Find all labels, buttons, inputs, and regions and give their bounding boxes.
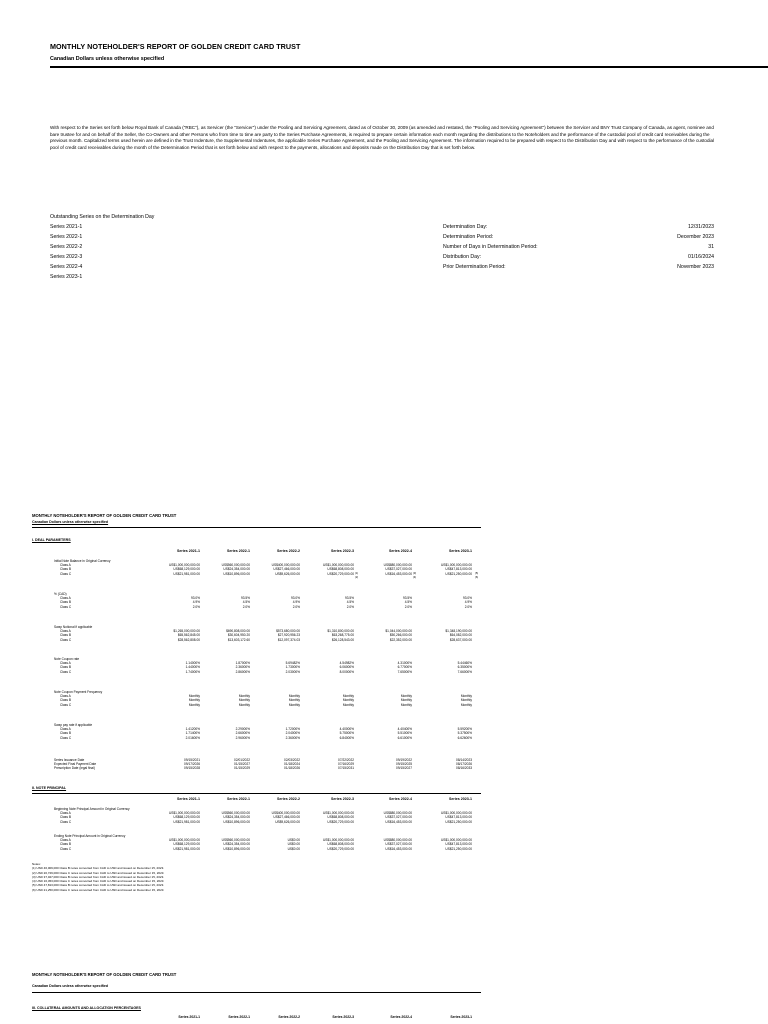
value-cell: US$68,808,000.00	[327, 815, 354, 820]
value-cell: US$10,896,000.00	[223, 846, 250, 851]
value-cell: $573,680,000.00	[276, 629, 300, 634]
value-cell: US$1,000,000,000.00	[440, 838, 472, 843]
value-cell: $28,637,000.00	[449, 637, 472, 642]
value-cell: US$20,729,000.00	[327, 571, 354, 576]
report3-rule	[32, 992, 481, 993]
row-group-label: Swap Notional if applicable	[54, 625, 93, 629]
class-label: Class A	[60, 838, 71, 843]
notes-block	[32, 862, 164, 892]
value-cell: 2.0%	[404, 604, 412, 609]
value-cell: US$21,250,000.00	[445, 571, 472, 576]
report2-title: MONTHLY NOTEHOLDER'S REPORT OF GOLDEN CREDIT CARD TRUST	[32, 513, 177, 518]
value-cell: 2.01600%	[185, 735, 200, 740]
intro-paragraph: With respect to the Series set forth below Royal Bank of Canada ("RBC"), as Servicer (the "Servicer") under the Pooling and Servicing Agreement, dated as of October 30, 2009 (as amended and restated, the "Pooling and Servicing Agreement") between the Servicer and BNY Trust Company of Canada, as agent, nominee and bare trustee for and on behalf of the Seller, the Co-Owners and other Persons who from time to time are party to the Series Purchase Agreements, is required to prepare certain information each month regarding the distributions to the Noteholders and the performance of the custodial pool of credit card receivables during the previous month. Capitalized terms used herein are defined in the Trust Indenture, the Supplemental Indentures, the applicable Series Purchase Agreement, and the Pooling and Servicing Agreement. The information required to be prepared with respect to the Distribution Day and with respect to the performance of the custodial pool of credit card receivables during the month of the Determination Period that is set forth below and with respect to the payments, allocations and deposits made on the Distribution Day that is set forth below.	[50, 125, 715, 150]
outstanding-series-item: Series 2022-4	[50, 264, 83, 270]
value-cell: US$37,027,000.00	[385, 567, 412, 572]
class-label: Class C	[60, 637, 72, 642]
class-label: Class A	[60, 811, 71, 816]
value-cell: US$1,000,000,000.00	[322, 811, 354, 816]
value-cell: 4.5%	[242, 600, 250, 605]
determination-value: 12/31/2023	[688, 224, 714, 230]
series-header-cell: Series 2022-2	[277, 549, 300, 553]
value-cell: 93.0%	[190, 596, 200, 601]
collateral-heading: III. COLLATERAL AMOUNTS AND ALLOCATION PERCENTAGES	[32, 1006, 141, 1010]
date-value: 01/18/2026	[284, 766, 300, 771]
series-header-cell: Series 2022-4	[389, 549, 412, 553]
value-cell: Monthly	[238, 702, 250, 707]
value-cell: 6.61000%	[397, 735, 412, 740]
value-cell: 2.0%	[242, 604, 250, 609]
series-header-cell: Series 2022-4	[389, 797, 412, 801]
date-value: 08/17/2026	[456, 762, 472, 767]
value-cell: $12,097,374.03	[277, 637, 300, 642]
value-cell: $1,044,000,000.00	[385, 629, 412, 634]
value-cell: US$47,813,000.00	[445, 842, 472, 847]
report2-subtitle: Canadian Dollars unless otherwise specified	[32, 520, 109, 524]
class-label: Class B	[60, 815, 71, 820]
determination-value: 31	[708, 244, 714, 250]
date-label: Expected Final Payment Date	[54, 762, 97, 767]
value-cell: US$400,000,000.00	[271, 811, 300, 816]
row-group-label: Swap pay rate if applicable	[54, 723, 93, 727]
value-cell: US$0.00	[287, 846, 300, 851]
value-cell: Monthly	[342, 694, 354, 699]
value-cell: Monthly	[188, 694, 200, 699]
determination-values	[630, 222, 714, 272]
value-cell: $26,128,543.00	[331, 637, 354, 642]
value-cell: US$1,000,000,000.00	[322, 838, 354, 843]
value-cell: US$9,626,000.00	[275, 819, 300, 824]
value-cell: 2.0%	[192, 604, 200, 609]
value-cell: 2.0%	[346, 604, 354, 609]
value-cell: 8.00000%	[339, 669, 354, 674]
outstanding-series-list	[50, 212, 154, 282]
value-cell: 5.37500%	[457, 731, 472, 736]
value-cell: $50,266,000.00	[389, 633, 412, 638]
date-value: 01/18/2024	[284, 762, 300, 767]
report2-rule	[32, 527, 481, 528]
date-value: 02/01/2022	[234, 758, 250, 762]
value-cell: US$24,354,000.00	[223, 567, 250, 572]
value-cell: US$10,896,000.00	[223, 571, 250, 576]
footnote-marker: (1)	[355, 571, 359, 575]
class-label: Class B	[60, 633, 71, 638]
value-cell: US$880,000,000.00	[383, 563, 412, 568]
determination-labels	[443, 222, 538, 272]
value-cell: US$0.00	[287, 842, 300, 847]
note-line: (6) USD 21,250,000 Class C notes converted from CAD to USD and issued on December 15, 2023.	[32, 887, 165, 892]
value-cell: US$0.00	[287, 838, 300, 843]
date-value: 09/15/2027	[396, 766, 412, 771]
note-principal-rule	[32, 793, 481, 794]
report-subtitle: Canadian Dollars unless otherwise specified	[50, 56, 165, 62]
note-line: Notes:	[32, 862, 41, 866]
note-line: (3) USD 37,027,000 Class B notes converted from CAD to USD and issued on December 15, 2023.	[32, 874, 165, 879]
value-cell: 2.66000%	[235, 731, 250, 736]
value-cell: US$560,000,000.00	[221, 838, 250, 843]
value-cell: Monthly	[460, 694, 472, 699]
value-cell: 93.5%	[240, 596, 250, 601]
value-cell: 1.74000%	[185, 669, 200, 674]
determination-value: 01/16/2024	[688, 254, 714, 260]
date-value: 07/16/2029	[338, 762, 354, 767]
date-value: 07/15/2031	[338, 766, 354, 771]
value-cell: 6.62600%	[457, 735, 472, 740]
note-line: (2) USD 20,729,000 Class C notes converted from CAD to USD and issued on December 15, 2023.	[32, 870, 165, 875]
date-value: 08/14/2023	[456, 758, 472, 762]
value-cell: 1.41200%	[185, 727, 200, 732]
value-cell: US$1,000,000,000.00	[168, 838, 200, 843]
value-cell: Monthly	[238, 694, 250, 699]
value-cell: 6.77000%	[397, 665, 412, 670]
value-cell: US$560,000,000.00	[221, 563, 250, 568]
value-cell: $13,603,172.60	[227, 637, 250, 642]
value-cell: US$21,981,000.00	[173, 571, 200, 576]
value-cell: US$21,250,000.00	[445, 846, 472, 851]
report3-title: MONTHLY NOTEHOLDER'S REPORT OF GOLDEN CREDIT CARD TRUST	[32, 972, 177, 977]
class-label: Class C	[60, 702, 72, 707]
value-cell: 4.5%	[346, 600, 354, 605]
value-cell: US$21,250,000.00	[445, 819, 472, 824]
series-header-cell: Series 2023-1	[450, 1015, 472, 1019]
value-cell: US$37,027,000.00	[385, 815, 412, 820]
row-group-label: Note Coupon rate	[54, 657, 80, 661]
class-label: Class C	[60, 604, 72, 609]
outstanding-series-item: Series 2021-1	[50, 224, 83, 230]
value-cell: $65,562,845.00	[177, 633, 200, 638]
value-cell: 2.96000%	[235, 735, 250, 740]
series-header-cell: Series 2021-1	[177, 797, 200, 801]
determination-label: Number of Days in Determination Period:	[443, 244, 538, 250]
value-cell: US$9,626,000.00	[275, 571, 300, 576]
value-cell: Monthly	[400, 702, 412, 707]
outstanding-heading: Outstanding Series on the Determination Day	[50, 214, 155, 220]
value-cell: US$24,354,000.00	[223, 842, 250, 847]
determination-label: Determination Period:	[443, 234, 494, 240]
series-header-cell: Series 2022-2	[278, 1015, 300, 1019]
note-line: (4) USD 16,453,000 Class C notes converted from CAD to USD and issued on December 15, 2023.	[32, 879, 165, 884]
value-cell: US$1,000,000,000.00	[168, 563, 200, 568]
date-value: 08/16/2033	[456, 766, 472, 771]
value-cell: US$20,729,000.00	[327, 846, 354, 851]
value-cell: 2.0%	[464, 604, 472, 609]
value-cell: US$47,813,000.00	[445, 567, 472, 572]
footnote-marker: (3)	[413, 571, 417, 575]
value-cell: US$880,000,000.00	[383, 838, 412, 843]
determination-label: Determination Day:	[443, 224, 488, 230]
value-cell: 4.9%	[192, 600, 200, 605]
value-cell: 1.71400%	[185, 731, 200, 736]
value-cell: 6.35000%	[457, 665, 472, 670]
row-group-label: Ending Note Principal Amount in Original Currency	[54, 834, 126, 838]
class-label: Class A	[60, 661, 71, 666]
value-cell: Monthly	[400, 694, 412, 699]
value-cell: US$27,466,000.00	[273, 567, 300, 572]
value-cell: 1.44000%	[185, 665, 200, 670]
outstanding-series-item: Series 2022-3	[50, 254, 83, 260]
row-group-label: % (CAD)	[54, 592, 67, 596]
value-cell: 93.5%	[402, 596, 412, 601]
value-cell: US$68,129,000.00	[173, 842, 200, 847]
value-cell: 2.36000%	[285, 735, 300, 740]
value-cell: Monthly	[342, 698, 354, 703]
series-header-cell: Series 2021-1	[178, 1015, 200, 1019]
value-cell: $690,808,000.00	[226, 629, 250, 634]
header-rule	[50, 66, 768, 68]
value-cell: 5.59200%	[457, 727, 472, 732]
value-cell: US$16,453,000.00	[385, 819, 412, 824]
value-cell: US$37,027,000.00	[385, 842, 412, 847]
class-label: Class C	[60, 735, 72, 740]
date-value: 09/17/2026	[184, 762, 200, 767]
value-cell: US$68,129,000.00	[173, 567, 200, 572]
series-header-cell: Series 2022-4	[390, 1015, 412, 1019]
value-cell: $22,352,000.00	[389, 637, 412, 642]
series-header-cell: Series 2022-2	[277, 797, 300, 801]
class-label: Class B	[60, 731, 71, 736]
outstanding-series-item: Series 2022-1	[50, 234, 83, 240]
value-cell: 1.73000%	[285, 665, 300, 670]
series-header-cell: Series 2022-3	[331, 549, 354, 553]
deal-parameters-heading: I. DEAL PARAMETERS	[32, 538, 71, 542]
class-label: Class A	[60, 629, 71, 634]
value-cell: 2.86000%	[235, 669, 250, 674]
value-cell: US$16,453,000.00	[385, 846, 412, 851]
value-cell: 4.9%	[464, 600, 472, 605]
value-cell: US$560,000,000.00	[221, 811, 250, 816]
footnote-marker: (4)	[413, 575, 417, 579]
value-cell: 93.0%	[462, 596, 472, 601]
value-cell: US$400,000,000.00	[271, 563, 300, 568]
value-cell: 4.54982%	[339, 661, 354, 666]
value-cell: US$1,000,000,000.00	[168, 811, 200, 816]
class-label: Class C	[60, 571, 72, 576]
value-cell: $63,268,775.00	[331, 633, 354, 638]
class-label: Class C	[60, 819, 72, 824]
value-cell: US$1,000,000,000.00	[322, 563, 354, 568]
value-cell: Monthly	[460, 702, 472, 707]
class-label: Class B	[60, 567, 71, 572]
date-value: 09/15/2021	[184, 758, 200, 762]
report3-subtitle: Canadian Dollars unless otherwise specified	[32, 984, 109, 988]
value-cell: $64,082,000.00	[449, 633, 472, 638]
value-cell: $1,348,190,000.00	[445, 629, 472, 634]
value-cell: 2.36000%	[235, 665, 250, 670]
date-value: 01/15/2029	[234, 766, 250, 771]
value-cell: US$1,000,000,000.00	[440, 811, 472, 816]
value-cell: $1,265,000,000.00	[173, 629, 200, 634]
series-header-cell: Series 2022-3	[331, 797, 354, 801]
class-label: Class B	[60, 600, 71, 605]
value-cell: 7.65000%	[397, 669, 412, 674]
value-cell: 93.5%	[344, 596, 354, 601]
value-cell: Monthly	[460, 698, 472, 703]
series-header-cell: Series 2022-1	[228, 1015, 250, 1019]
value-cell: 6.84000%	[339, 735, 354, 740]
footnote-marker: (6)	[475, 575, 479, 579]
footnote-marker: (5)	[475, 571, 479, 575]
value-cell: Monthly	[288, 694, 300, 699]
class-label: Class B	[60, 698, 71, 703]
value-cell: 2.0%	[292, 604, 300, 609]
value-cell: US$68,808,000.00	[327, 842, 354, 847]
date-value: 02/03/2022	[284, 758, 300, 762]
value-cell: US$16,453,000.00	[385, 571, 412, 576]
footnote-marker: (2)	[355, 575, 359, 579]
value-cell: US$1,000,000,000.00	[440, 563, 472, 568]
date-value: 01/15/2027	[234, 762, 250, 767]
value-cell: US$10,896,000.00	[223, 819, 250, 824]
series-header-cell: Series 2022-1	[227, 549, 250, 553]
class-label: Class C	[60, 669, 72, 674]
class-label: Class B	[60, 665, 71, 670]
value-cell: US$24,354,000.00	[223, 815, 250, 820]
series-header-cell: Series 2023-1	[449, 797, 472, 801]
row-group-label: Note Coupon Payment Frequency	[54, 690, 103, 694]
value-cell: US$27,466,000.00	[273, 815, 300, 820]
date-value: 09/15/2028	[184, 766, 200, 771]
date-value: 09/19/2022	[396, 758, 412, 762]
value-cell: 4.31000%	[397, 661, 412, 666]
class-label: Class A	[60, 596, 71, 601]
value-cell: 1.72000%	[285, 727, 300, 732]
value-cell: 4.9%	[292, 600, 300, 605]
value-cell: 5.69482%	[285, 661, 300, 666]
value-cell: 93.0%	[290, 596, 300, 601]
note-principal-heading: II. NOTE PRINCIPAL	[32, 786, 67, 790]
value-cell: 1.14000%	[185, 661, 200, 666]
value-cell: $30,604,950.20	[227, 633, 250, 638]
value-cell: US$21,981,000.00	[173, 819, 200, 824]
value-cell: US$47,813,000.00	[445, 815, 472, 820]
value-cell: $28,562,808.00	[177, 637, 200, 642]
value-cell: $1,310,800,000.00	[327, 629, 354, 634]
value-cell: 2.29000%	[235, 727, 250, 732]
value-cell: US$20,729,000.00	[327, 819, 354, 824]
class-label: Class C	[60, 846, 72, 851]
date-label: Prescription Date (legal final)	[54, 766, 95, 771]
value-cell: 1.87000%	[235, 661, 250, 666]
note-line: (1) USD 46,009,000 Class B notes converted from CAD to USD and issued on December 15, 2023.	[32, 866, 165, 871]
determination-label: Prior Determination Period:	[443, 264, 506, 270]
value-cell: $27,920,956.23	[277, 633, 300, 638]
value-cell: 2.03000%	[285, 669, 300, 674]
value-cell: Monthly	[238, 698, 250, 703]
value-cell: 2.04000%	[285, 731, 300, 736]
value-cell: Monthly	[288, 702, 300, 707]
report-title: MONTHLY NOTEHOLDER'S REPORT OF GOLDEN CREDIT CARD TRUST	[50, 42, 301, 51]
value-cell: 4.40400%	[397, 727, 412, 732]
row-group-label: Beginning Note Principal Amount in Original Currency	[54, 807, 130, 811]
series-header-cell: Series 2022-1	[227, 797, 250, 801]
value-cell: 4.5%	[404, 600, 412, 605]
date-value: 09/15/2025	[396, 762, 412, 767]
value-cell: Monthly	[288, 698, 300, 703]
note-line: (5) USD 47,813,000 Class B notes converted from CAD to USD and issued on December 15, 2023.	[32, 883, 165, 888]
outstanding-series-item: Series 2022-2	[50, 244, 83, 250]
series-header-cell: Series 2021-1	[177, 549, 200, 553]
value-cell: US$68,808,000.00	[327, 567, 354, 572]
value-cell: 7.66000%	[457, 669, 472, 674]
class-label: Class A	[60, 727, 71, 732]
value-cell: Monthly	[342, 702, 354, 707]
date-value: 07/22/2022	[338, 758, 354, 762]
value-cell: 6.06000%	[339, 665, 354, 670]
class-label: Class A	[60, 694, 71, 699]
value-cell: Monthly	[400, 698, 412, 703]
value-cell: 5.51000%	[397, 731, 412, 736]
value-cell: 4.40000%	[339, 727, 354, 732]
value-cell: Monthly	[188, 698, 200, 703]
value-cell: 5.44460%	[457, 661, 472, 666]
determination-label: Distribution Day:	[443, 254, 482, 260]
value-cell: US$21,981,000.00	[173, 846, 200, 851]
value-cell: US$68,129,000.00	[173, 815, 200, 820]
date-label: Series Issuance Date	[54, 758, 85, 762]
class-label: Class B	[60, 842, 71, 847]
value-cell: 5.75000%	[339, 731, 354, 736]
row-group-label: Initial Note Balance in Original Currency	[54, 559, 111, 563]
series-header-cell: Series 2022-3	[332, 1015, 354, 1019]
class-label: Class A	[60, 563, 71, 568]
determination-value: November 2023	[677, 264, 714, 270]
value-cell: US$880,000,000.00	[383, 811, 412, 816]
value-cell: Monthly	[188, 702, 200, 707]
outstanding-series-item: Series 2023-1	[50, 274, 83, 280]
determination-value: December 2023	[677, 234, 714, 240]
series-header-cell: Series 2023-1	[449, 549, 472, 553]
